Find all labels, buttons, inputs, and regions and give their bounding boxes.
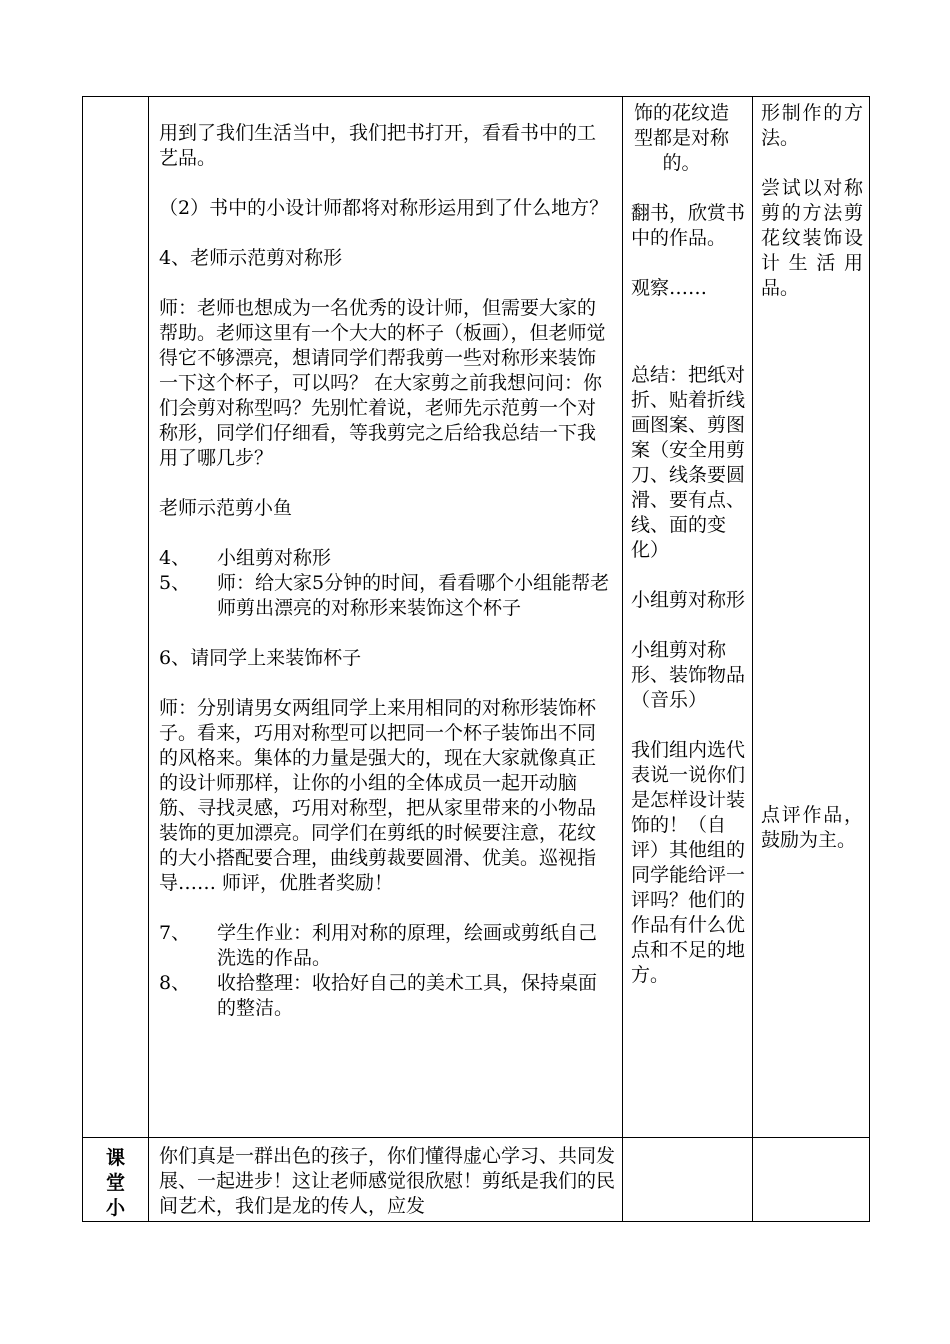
list-number: 7、: [159, 922, 191, 944]
paragraph: 用到了我们生活当中，我们把书打开，看看书中的工艺品。: [159, 122, 597, 169]
student-activity-cell: [623, 97, 753, 1138]
teacher-activity-cell: [149, 97, 623, 1138]
summary-cell: [149, 1138, 623, 1222]
intent-note: 点评作品，鼓励为主。: [761, 804, 863, 851]
paragraph: （2）书中的小设计师都将对称形运用到了什么地方？: [159, 197, 609, 219]
label-cell-empty: [83, 97, 149, 1138]
intent-note: 尝试以对称剪的方法剪花纹装饰设计生活用品。: [761, 177, 863, 299]
list-item: [159, 571, 614, 621]
student-note: 饰的花纹造型都是对称的。: [633, 102, 729, 174]
list-number: 4、: [159, 547, 191, 569]
lesson-plan-table: [82, 96, 870, 1222]
summary-text: 你们真是一群出色的孩子，你们懂得虚心学习、共同发展、一起进步！这让老师感觉很欣慰！剪纸是我们的民间艺术，我们是龙的传人，应发: [159, 1145, 616, 1217]
list-text: 学生作业：利用对称的原理，绘画或剪纸自己洗选的作品。: [217, 922, 598, 969]
list-text: 小组剪对称形: [217, 547, 332, 569]
table-row: [83, 97, 870, 1138]
empty-cell: [753, 1138, 870, 1222]
student-note: 观察……: [631, 277, 708, 299]
numbered-list: [159, 921, 614, 1021]
paragraph: 老师示范剪小鱼: [159, 497, 293, 519]
table-row: [83, 1138, 870, 1222]
design-intent-cell: [753, 97, 870, 1138]
paragraph: 师：老师也想成为一名优秀的设计师，但需要大家的帮助。老师这里有一个大大的杯子（板画），但老师觉得它不够漂亮，想请同学们帮我剪一些对称形来装饰一下这个杯子，可以吗？ 在大家剪之前我想问问：你们会剪对称型吗？先别忙着说，老师先示范剪一个对称形，同学们仔细看，等我剪完之后给我总结一下我用了哪几步？: [159, 297, 606, 469]
student-note: 小组剪对称形、装饰物品（音乐）: [631, 639, 746, 711]
student-note: 总结：把纸对折、贴着折线画图案、剪图案（安全用剪刀、线条要圆滑、要有点、线、面的变化）: [631, 364, 746, 561]
list-item: [159, 546, 614, 571]
list-number: 5、: [159, 572, 191, 594]
list-number: 8、: [159, 972, 191, 994]
section-label: [83, 1138, 149, 1222]
section-heading: 6、请同学上来装饰杯子: [159, 647, 362, 669]
student-note: 小组剪对称形: [631, 589, 746, 611]
list-item: [159, 971, 614, 1021]
paragraph: 师：分别请男女两组同学上来用相同的对称形装饰杯子。看来，巧用对称型可以把同一个杯子装饰出不同的风格来。集体的力量是强大的，现在大家就像真正的设计师那样，让你的小组的全体成员一起开动脑筋、寻找灵感，巧用对称型，把从家里带来的小物品装饰的更加漂亮。同学们在剪纸的时候要注意，花纹的大小搭配要合理，曲线剪裁要圆滑、优美。巡视指导…… 师评，优胜者奖励！: [159, 697, 597, 894]
student-note: 翻书，欣赏书中的作品。: [631, 202, 746, 249]
empty-cell: [623, 1138, 753, 1222]
list-item: [159, 921, 614, 971]
list-text: 师：给大家5分钟的时间，看看哪个小组能帮老师剪出漂亮的对称形来装饰这个杯子: [217, 572, 610, 619]
section-label-text: 课堂小: [105, 1147, 125, 1219]
numbered-list: [159, 546, 614, 621]
student-note: 我们组内选代表说一说你们是怎样设计装饰的！（自评）其他组的同学能给评一评吗？他们的作品有什么优点和不足的地方。: [631, 739, 746, 986]
section-heading: 4、老师示范剪对称形: [159, 247, 343, 269]
list-text: 收拾整理：收拾好自己的美术工具，保持桌面的整洁。: [217, 972, 598, 1019]
intent-note: 形制作的方法。: [761, 102, 863, 149]
